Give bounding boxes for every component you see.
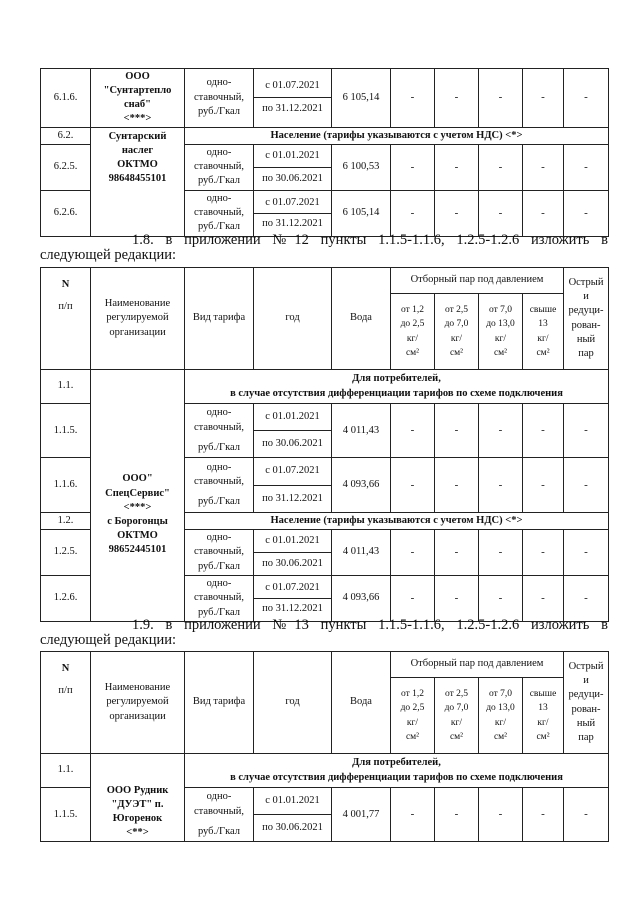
paragraph-line: следующей редакции:	[40, 632, 177, 648]
water-value: 6 105,14	[332, 191, 391, 237]
value-cell: -	[435, 404, 479, 458]
water-value: 4 011,43	[332, 404, 391, 458]
tariff-type: одно- ставочный, руб./Гкал	[185, 144, 254, 190]
tariff-type: одно- ставочный, руб./Гкал	[185, 458, 254, 512]
water-value: 6 100,53	[332, 144, 391, 190]
value-cell: -	[564, 458, 609, 512]
row-number: 6.1.6.	[41, 69, 91, 128]
paragraph-1-9	[40, 618, 608, 648]
tariff-type: одно- ставочный, руб./Гкал	[185, 404, 254, 458]
header-row	[41, 268, 609, 294]
value-cell: -	[435, 191, 479, 237]
value-cell: -	[435, 788, 479, 842]
value-cell: -	[523, 404, 564, 458]
value-cell: -	[435, 458, 479, 512]
col-header-water: Вода	[332, 268, 391, 370]
col-header-pressure-4: свыше 13 кг/ см²	[523, 294, 564, 370]
water-value: 6 105,14	[332, 69, 391, 128]
tariff-table-specservice	[40, 267, 609, 622]
value-cell: -	[391, 458, 435, 512]
row-number: 1.2.	[41, 512, 91, 529]
period: с 01.01.2021 по 30.06.2021	[254, 144, 332, 190]
row-number: 6.2.6.	[41, 191, 91, 237]
group-note: Для потребителей, в случае отсутствия дифференциации тарифов по схеме подключения	[185, 370, 609, 404]
col-header-org: Наименование регулируемой организации	[91, 268, 185, 370]
value-cell: -	[391, 144, 435, 190]
value-cell: -	[391, 69, 435, 128]
value-cell: -	[479, 576, 523, 622]
value-cell: -	[391, 788, 435, 842]
col-header-steam: Отборный пар под давлением	[391, 268, 564, 294]
value-cell: -	[523, 788, 564, 842]
col-header-type: Вид тарифа	[185, 652, 254, 754]
period: с 01.01.2021 по 30.06.2021	[254, 788, 332, 842]
value-cell: -	[523, 69, 564, 128]
tariff-table-suntar	[40, 68, 609, 237]
col-header-pressure-3: от 7,0 до 13,0 кг/ см²	[479, 678, 523, 754]
value-cell: -	[523, 144, 564, 190]
row-number: 1.1.	[41, 754, 91, 788]
col-header-org: Наименование регулируемой организации	[91, 652, 185, 754]
water-value: 4 093,66	[332, 458, 391, 512]
water-value: 4 093,66	[332, 576, 391, 622]
col-header-pressure-2: от 2,5 до 7,0 кг/ см²	[435, 678, 479, 754]
row-number: 6.2.	[41, 127, 91, 144]
col-header-pressure-1: от 1,2 до 2,5 кг/ см²	[391, 294, 435, 370]
row-number: 1.2.6.	[41, 576, 91, 622]
col-header-number: N п/п	[41, 268, 91, 370]
paragraph-1-8	[40, 233, 608, 263]
col-header-pressure-3: от 7,0 до 13,0 кг/ см²	[479, 294, 523, 370]
row-number: 1.1.6.	[41, 458, 91, 512]
value-cell: -	[435, 576, 479, 622]
table-row	[41, 754, 609, 788]
value-cell: -	[479, 144, 523, 190]
col-header-steam: Отборный пар под давлением	[391, 652, 564, 678]
value-cell: -	[391, 191, 435, 237]
table-row	[41, 370, 609, 404]
row-number: 1.1.5.	[41, 788, 91, 842]
paragraph-line: 1.8. в приложении №12 пункты 1.1.5-1.1.6, 1.2.5-1.2.6 изложить в	[132, 232, 608, 248]
value-cell: -	[564, 529, 609, 575]
period: с 01.01.2021 по 30.06.2021	[254, 529, 332, 575]
value-cell: -	[564, 144, 609, 190]
value-cell: -	[564, 69, 609, 128]
value-cell: -	[391, 576, 435, 622]
group-note: Для потребителей, в случае отсутствия дифференциации тарифов по схеме подключения	[185, 754, 609, 788]
value-cell: -	[479, 69, 523, 128]
paragraph-line: следующей редакции:	[40, 247, 177, 263]
col-header-pressure-1: от 1,2 до 2,5 кг/ см²	[391, 678, 435, 754]
tariff-type: одно- ставочный, руб./Гкал	[185, 576, 254, 622]
value-cell: -	[564, 404, 609, 458]
value-cell: -	[564, 576, 609, 622]
value-cell: -	[564, 788, 609, 842]
tariff-type: одно- ставочный, руб./Гкал	[185, 529, 254, 575]
value-cell: -	[391, 529, 435, 575]
row-number: 1.2.5.	[41, 529, 91, 575]
col-header-water: Вода	[332, 652, 391, 754]
value-cell: -	[523, 458, 564, 512]
row-number: 1.1.5.	[41, 404, 91, 458]
tariff-type: одно- ставочный, руб./Гкал	[185, 788, 254, 842]
org-name: Сунтарский наслег ОКТМО 98648455101	[91, 127, 185, 236]
col-header-year: год	[254, 652, 332, 754]
tariff-type: одно- ставочный, руб./Гкал	[185, 69, 254, 128]
org-name: ООО" СпецСервис" <***> с Борогонцы ОКТМО 98652445101	[91, 370, 185, 622]
value-cell: -	[479, 404, 523, 458]
col-header-type: Вид тарифа	[185, 268, 254, 370]
table-row	[41, 127, 609, 144]
period: с 01.07.2021 по 31.12.2021	[254, 69, 332, 128]
value-cell: -	[564, 191, 609, 237]
value-cell: -	[479, 529, 523, 575]
col-header-sharp-steam: Острый и редуци- рован- ный пар	[564, 268, 609, 370]
value-cell: -	[435, 69, 479, 128]
value-cell: -	[479, 458, 523, 512]
value-cell: -	[435, 144, 479, 190]
row-number: 1.1.	[41, 370, 91, 404]
value-cell: -	[523, 529, 564, 575]
period: с 01.07.2021 по 31.12.2021	[254, 458, 332, 512]
paragraph-line: 1.9. в приложении №13 пункты 1.1.5-1.1.6, 1.2.5-1.2.6 изложить в	[132, 617, 608, 633]
col-header-sharp-steam: Острый и редуци- рован- ный пар	[564, 652, 609, 754]
col-header-number: N п/п	[41, 652, 91, 754]
period: с 01.07.2021 по 31.12.2021	[254, 576, 332, 622]
group-note: Население (тарифы указываются с учетом НДС) <*>	[185, 512, 609, 529]
tariff-type: одно- ставочный, руб./Гкал	[185, 191, 254, 237]
value-cell: -	[479, 191, 523, 237]
org-name: ООО "Сунтартепло снаб" <***>	[91, 69, 185, 128]
period: с 01.07.2021 по 31.12.2021	[254, 191, 332, 237]
col-header-pressure-2: от 2,5 до 7,0 кг/ см²	[435, 294, 479, 370]
org-name: ООО Рудник "ДУЭТ" п. Югоренок <**>	[91, 754, 185, 842]
value-cell: -	[523, 576, 564, 622]
col-header-year: год	[254, 268, 332, 370]
value-cell: -	[391, 404, 435, 458]
water-value: 4 001,77	[332, 788, 391, 842]
row-number: 6.2.5.	[41, 144, 91, 190]
period: с 01.01.2021 по 30.06.2021	[254, 404, 332, 458]
water-value: 4 011,43	[332, 529, 391, 575]
value-cell: -	[479, 788, 523, 842]
value-cell: -	[435, 529, 479, 575]
value-cell: -	[523, 191, 564, 237]
table-row	[41, 69, 609, 128]
col-header-pressure-4: свыше 13 кг/ см²	[523, 678, 564, 754]
header-row	[41, 652, 609, 678]
group-note: Население (тарифы указываются с учетом НДС) <*>	[185, 127, 609, 144]
tariff-table-duet	[40, 651, 609, 842]
